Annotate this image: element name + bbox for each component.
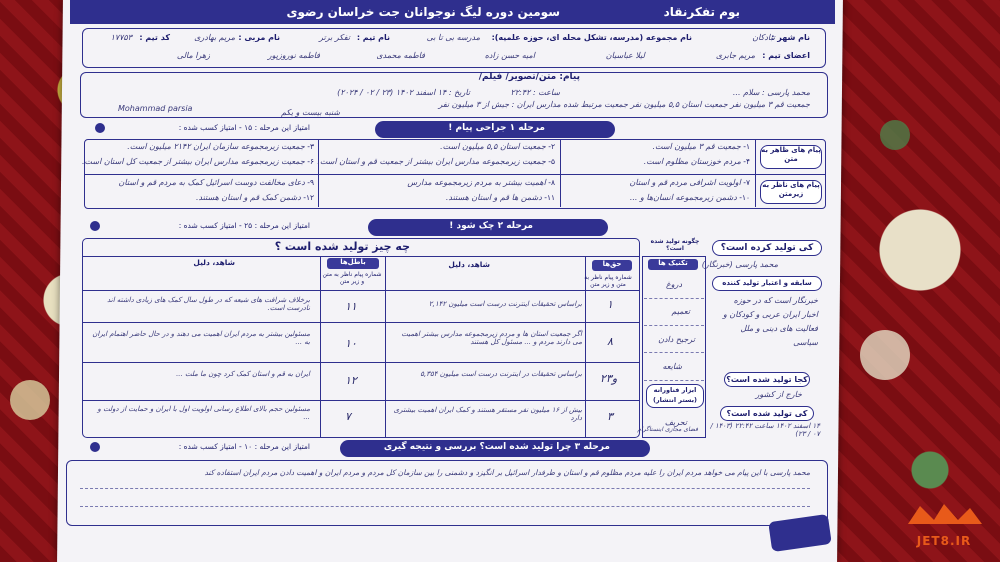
stage1-divider [84, 174, 826, 175]
member-name: فاطمه محمدی [376, 51, 425, 60]
member-name: لیلا عباسیان [605, 51, 645, 60]
conclusion-text: محمد پارسی با این پیام می خواهد مردم ایران را علیه مردم مظلوم قم و استان و طرفدار اسرائیل بر انگیزد و دشمنی را بین سازمان کل مردم و مردم ایران و اهمیت دادن مردم ایران استفاده کند [204, 468, 810, 477]
truth-evidence: بیش از ۱۶ میلیون نفر مستقر هستند و کمک ایران اهمیت بیشتری دارد [393, 406, 582, 422]
who-produced-label: کی تولید کرده است؟ [712, 240, 822, 256]
stage2-question: چه چیز تولید شده است ؟ [274, 240, 410, 253]
technique-item: تحریف [664, 418, 687, 427]
table-header-line [82, 256, 640, 257]
conclusion-line [80, 506, 810, 507]
stage1-item: ۸- اهمیت بیشتر به مردم زیرمجموعه مدارس [407, 178, 555, 187]
falsehoods-header: باطل‌ها [327, 258, 379, 269]
table-col [320, 256, 321, 438]
stage1-item: ۱۲- دشمن کمک قم و استان هستند. [195, 193, 314, 202]
stage1-item: ۹- دعای مخالفت دوست اسرائیل کمک به مردم قم و استان [118, 178, 314, 187]
stage1-item: ۵- جمعیت زیرمجموعه مدارس ایران بیشتر از جمعیت قم و استان است. [317, 157, 555, 166]
technique-sep [644, 298, 704, 299]
explicit-messages-label: پیام های ظاهر به متن [760, 145, 822, 169]
false-evidence: ایران به قم و استان کمک کرد چون ما ملت ... [176, 370, 310, 378]
message-line2: جمعیت قم ۳ میلیون نفر جمعیت استان ۵,۵ میلیون نفر جمعیت مرتبط شده مدارس ایران : جیش از ۳ میلیون نفر [438, 100, 810, 109]
member-name: امیه حسن زاده [484, 51, 535, 60]
tools-label: ابزار فناورانه (بستر انتشار) [646, 384, 704, 408]
member-name: فاطمه نوروزپور [267, 51, 320, 60]
member-name: مریم جابری [715, 51, 755, 60]
message-time-handwritten: شنبه بیست و یکم [281, 108, 340, 117]
technique-item: دروغ [665, 280, 682, 289]
false-msg-number: ۱۱ [345, 300, 357, 313]
false-evidence-header: شاهد، دلیل [193, 258, 235, 267]
jet8-logo [900, 500, 988, 548]
truth-msg-number: ۸ [607, 335, 613, 348]
stage1-col [318, 139, 319, 207]
table-row-line [82, 400, 640, 401]
stage2-title [368, 219, 608, 236]
where-produced-label: کجا تولید شده است؟ [724, 372, 810, 387]
tools-value: فضای مجازی اینستاگرام [637, 426, 698, 433]
table-row-line [82, 322, 640, 323]
false-msg-number: ۱۰ [345, 337, 357, 350]
stage1-item: ۱۰- دشمن زیرمجموعه انسان‌ها و ... [629, 193, 750, 202]
truth-evidence: براساس تحقیقات در اینترنت درست است میلیون ۵,۳۵۴ [420, 370, 582, 378]
rug-ornament [860, 330, 910, 380]
technique-sep [644, 380, 704, 381]
false-msg-number: ۷ [345, 410, 351, 423]
where-produced-value: خارج از کشور [755, 390, 802, 399]
table-header-line [82, 290, 640, 291]
truth-evidence-header: شاهد، دلیل [448, 260, 490, 269]
stage1-item: ۲- جمعیت استان ۵,۵ میلیون است. [440, 142, 555, 151]
who-produced-value: محمد پارسی (خبرنگار) [701, 260, 778, 269]
false-msg-number: ۱۲ [345, 374, 357, 387]
stage1-item: ۳- جمعیت زیرمجموعه سازمان ایران ۲۱۴۲ میلیون است. [127, 142, 314, 151]
team-value: تفکر برتر [319, 33, 350, 42]
implicit-messages-label: پیام های ناظر به زیرمتن [760, 180, 822, 204]
stage1-item: ۱- جمعیت قم ۳ میلیون است. [652, 142, 750, 151]
table-row-line [82, 362, 640, 363]
message-time: ساعت : ۲۲:۴۲ [510, 88, 560, 97]
member-name: زهرا مالی [176, 51, 210, 60]
brand-title: بوم تفکرنقاد [663, 5, 740, 19]
message-source: Mohammad parsia [118, 104, 193, 113]
stage3-bullet [90, 442, 100, 452]
rug-ornament [880, 120, 910, 150]
technique-item: شایعه [662, 362, 682, 371]
stage3-score: امتیاز این مرحله : ۱۰ - امتیاز کسب شده : [178, 442, 310, 451]
teamcode-value: ۱۷۷۵۳ [110, 33, 132, 42]
truth-msg-number: ۳ [607, 410, 613, 423]
false-msgnum-header: شماره پیام ناظر به متن و زیر متن [322, 271, 382, 285]
stage1-item: ۶- جمعیت زیرمجموعه مدارس ایران بیشتر از جمعیت کل استان است. [81, 157, 314, 166]
page-title: سومین دوره لیگ نوجوانان جت خراسان رضوی [286, 5, 560, 19]
stage1-bullet [95, 123, 105, 133]
technique-item: ترجیح دادن [658, 335, 695, 344]
stage1-title [375, 121, 615, 138]
truth-msg-number: ۱ [607, 298, 613, 311]
technique-item: تعمیم [671, 307, 690, 316]
technique-sep [644, 325, 704, 326]
truths-header: حق‌ها [592, 260, 632, 271]
history-label: سابقه و اعتبار تولید کننده [712, 276, 822, 291]
stage2-bullet [90, 221, 100, 231]
stage2-score: امتیاز این مرحله : ۲۵ - امتیاز کسب شده : [178, 221, 310, 230]
stage1-title-text: مرحله ۱ جراحی پیام ! [448, 123, 545, 133]
truth-evidence: اگر جمعیت استان ها و مردم زیرمجموعه مدارس بیشتر اهمیت می دارند مردم و ... مسئول کل هستند [401, 330, 582, 346]
scale-label: چگونه تولید شده است؟ [650, 238, 700, 252]
group-label: نام مجموعه (مدرسه، تشکل محله ای، حوزه علمیه): [491, 33, 692, 42]
stage1-item: ۷- اولویت اشرافی مردم قم و استان [629, 178, 750, 187]
stage1-item: ۱۱- دشمن ها قم و استان هستند. [445, 193, 555, 202]
flame-icon [900, 500, 988, 530]
city-label: نام شهر : [771, 33, 810, 42]
stage1-col [560, 139, 561, 207]
truth-msg-number: ۲و۳ [600, 372, 618, 385]
stage1-score: امتیاز این مرحله : ۱۵ - امتیاز کسب شده : [178, 123, 310, 132]
stage3-title-text: مرحله ۳ چرا تولید شده است؟ بررسی و نتیجه گیری [383, 442, 610, 452]
when-produced-label: کی تولید شده است؟ [720, 406, 814, 421]
city-value: تبادکان [752, 33, 775, 42]
message-date: تاریخ : ۱۴ اسفند ۱۴۰۲ (۲۳ / ۰۲ / ۲۰۲۴) [337, 88, 470, 97]
techniques-header: تکنیک ها [648, 259, 698, 270]
conclusion-line [80, 488, 810, 489]
history-value: خبرنگار است که در حوزه اخبار ایران عربی و کودکان و فعالیت های دینی و ملل سیاسی [723, 296, 818, 347]
message-label: پیام: متن/تصویر/ فیلم/ [478, 72, 580, 82]
stage3-title [340, 440, 650, 457]
teamcode-label: کد تیم : [139, 33, 170, 42]
false-evidence: مسئولین حجم بالای اطلاع رسانی اولویت اول با ایران و حمایت از دولت و ... [97, 405, 310, 421]
coach-label: نام مربی : [238, 33, 280, 42]
when-produced-value: ۱۴ اسفند ۱۴۰۲ ساعت ۲۲:۴۲ (۱۴۰۳ / ۰۷ / ۲۳) [710, 422, 820, 438]
stage1-col [755, 139, 756, 207]
members-label: اعضای تیم : [762, 51, 810, 60]
group-value: مدرسه بی تا بی [426, 33, 480, 42]
technique-sep [644, 352, 704, 353]
stage1-item: ۴- مردم خوزستان مظلوم است. [643, 157, 750, 166]
truth-evidence: براساس تحقیقات اینترنت درست است میلیون ۲,۱۴۲ [428, 300, 582, 308]
team-label: نام تیم : [356, 33, 390, 42]
truth-msgnum-header: شماره پیام ناظر به متن و زیر متن [584, 274, 632, 288]
false-evidence: مسئولین بیشتر به مردم ایران اهمیت می دهند و در حال حاضر اهتمام ایران به ... [92, 330, 310, 346]
false-evidence: برخلاف شرافت های شیعه که در طول سال کمک های زیادی داشته اند نادرست است. [107, 296, 310, 312]
watermark-text: JET8.IR [916, 534, 972, 548]
coach-value: مریم بهادری [194, 33, 235, 42]
message-line1: محمد پارسی : سلام ... [732, 88, 810, 97]
stage2-title-text: مرحله ۲ چک شود ! [449, 221, 533, 231]
rug-ornament [10, 380, 50, 420]
table-col [385, 256, 386, 438]
